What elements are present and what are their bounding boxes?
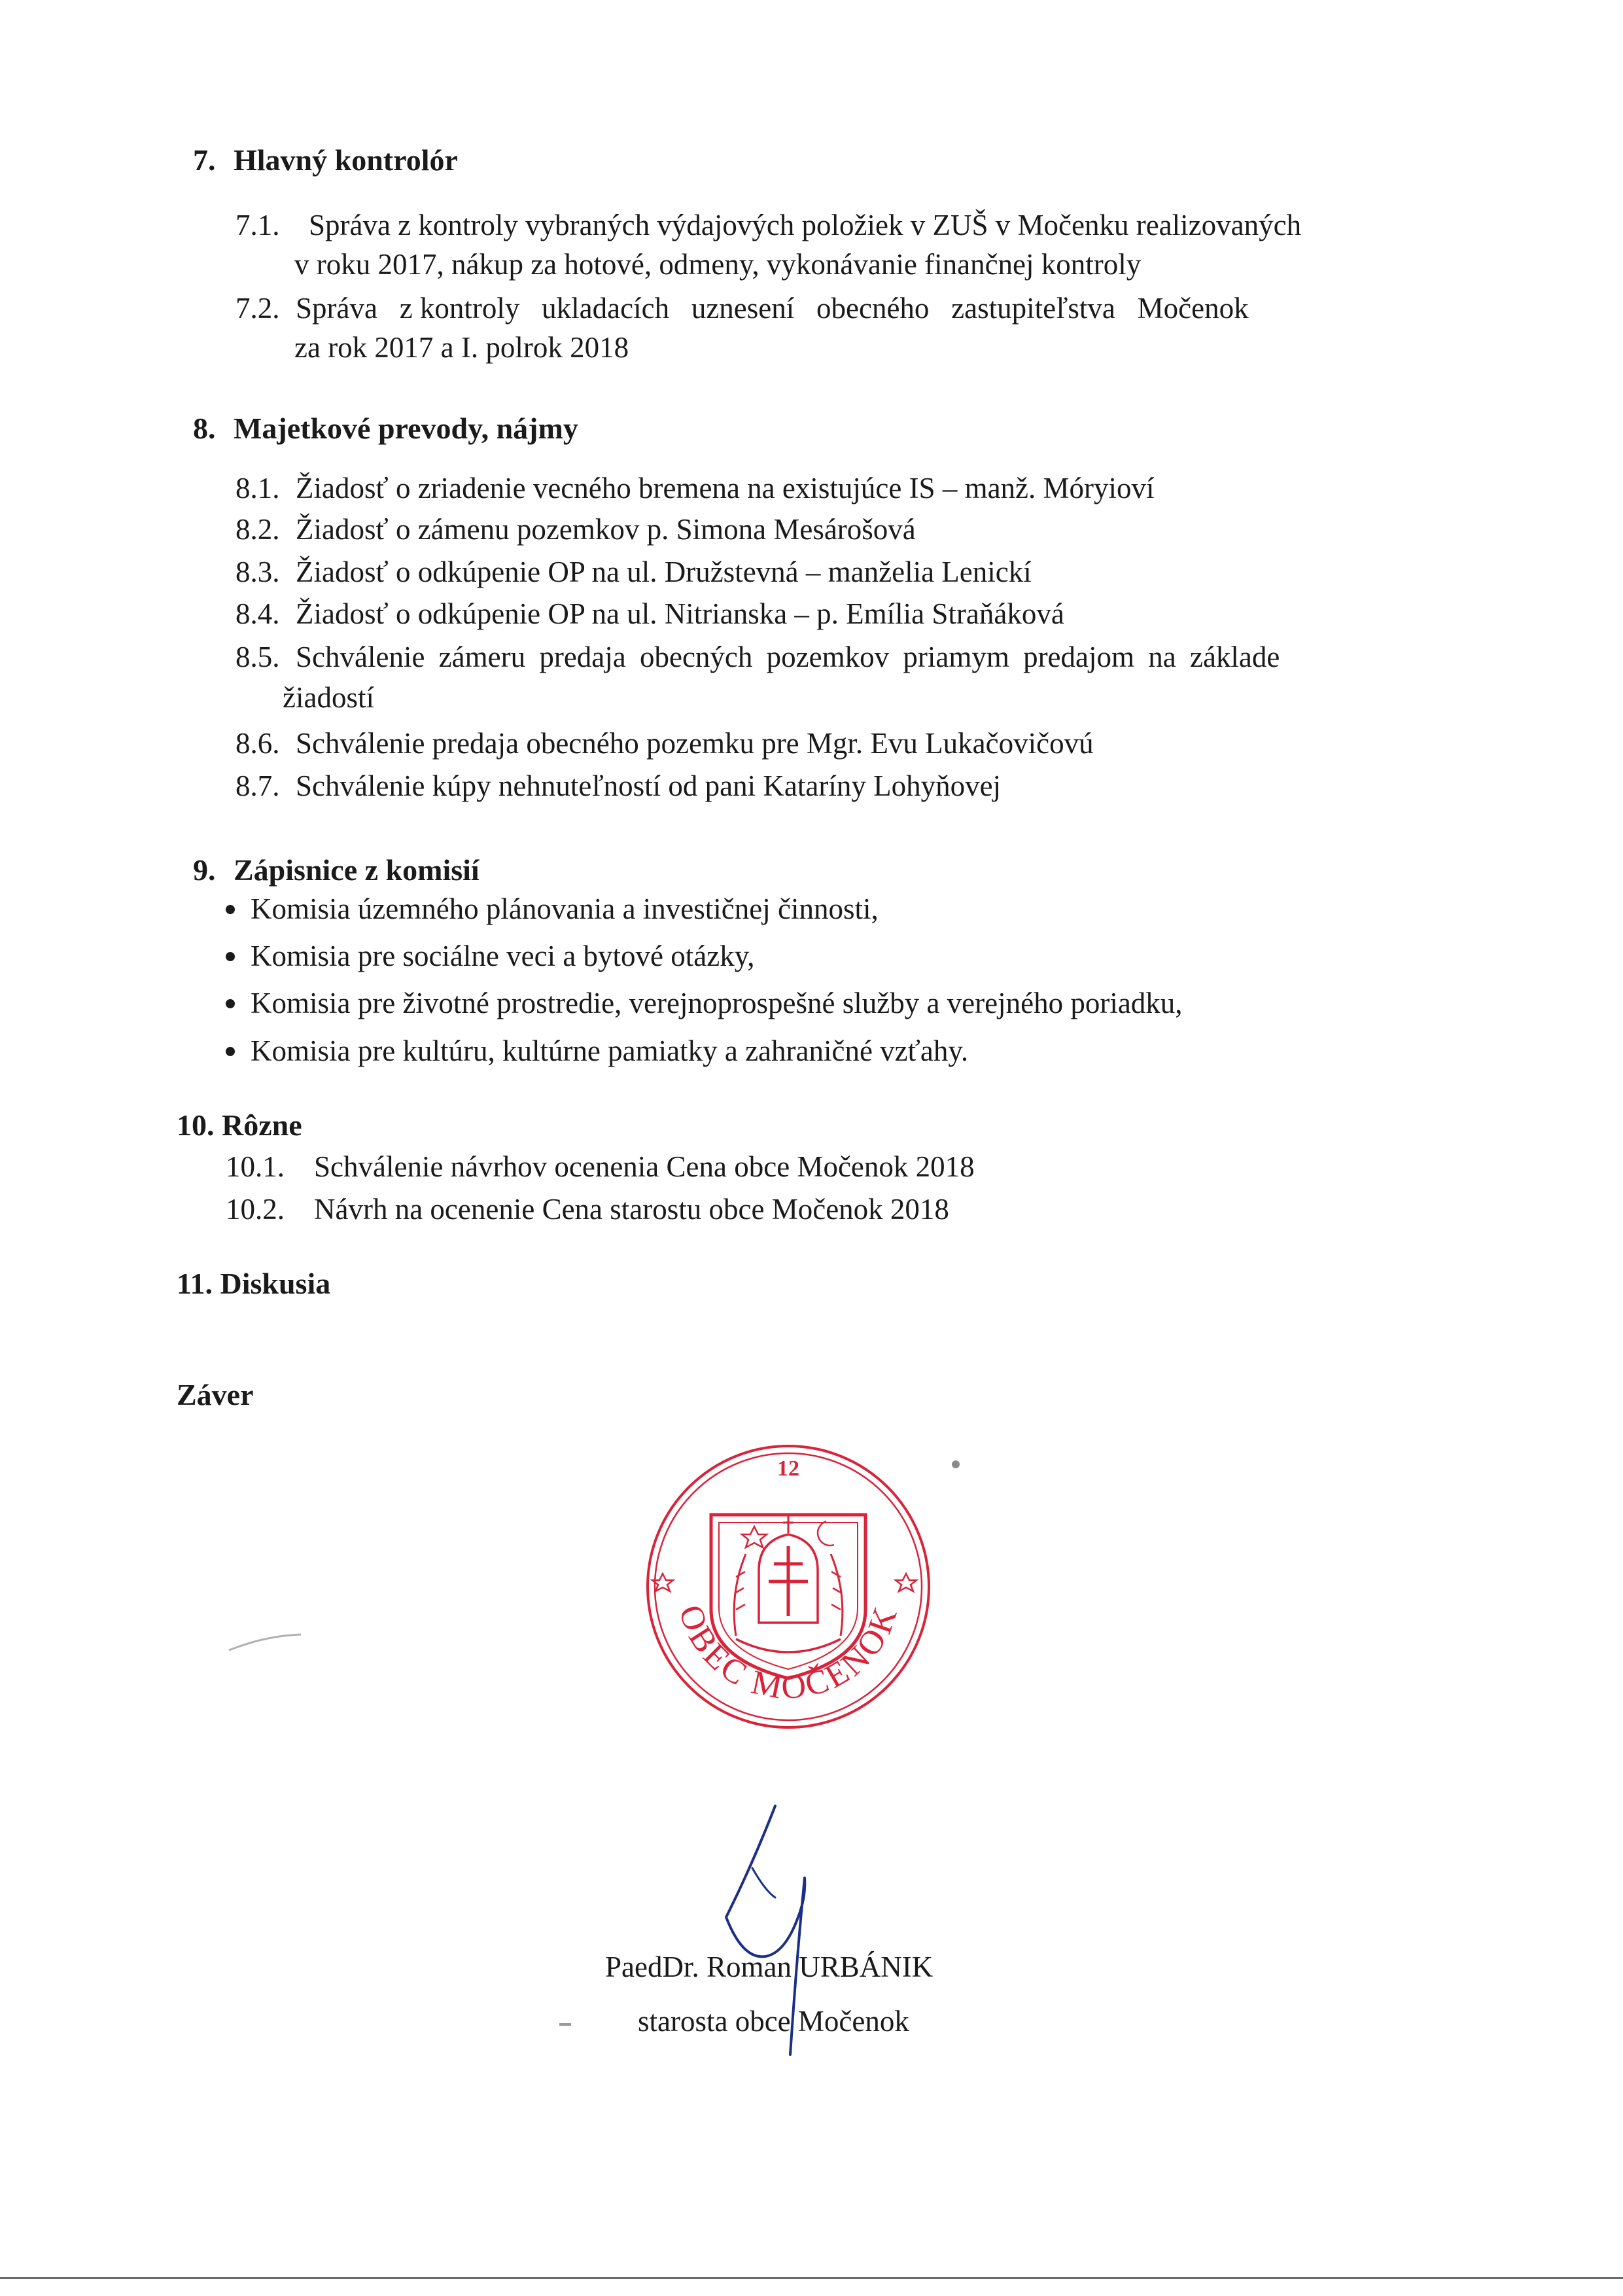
item-8-7: 8.7. Schválenie kúpy nehnuteľností od pani Kataríny Lohyňovej — [236, 769, 1002, 802]
scan-dash — [559, 2023, 571, 2026]
bullet-item: Komisia pre sociálne veci a bytové otázky, — [226, 939, 755, 973]
item-10-1: 10.1. Schválenie návrhov ocenenia Cena obce Močenok 2018 — [226, 1150, 975, 1183]
bullet-dot — [226, 952, 235, 961]
bullet-dot — [226, 1047, 235, 1056]
bullet-item: Komisia územného plánovania a investičnej činnosti, — [226, 892, 879, 926]
signatory-role: starosta obce Močenok — [638, 2005, 909, 2038]
item-7-1-cont: v roku 2017, nákup za hotové, odmeny, vykonávanie finančnej kontroly — [294, 248, 1142, 281]
section-heading-7: 7. Hlavný kontrolór — [193, 143, 458, 177]
item-7-2: 7.2. Správa z kontroly ukladacích uznesení obecného zastupiteľstva Močenok — [236, 292, 1249, 325]
section-heading-10: 10. Rôzne — [177, 1108, 302, 1142]
bullet-dot — [226, 999, 235, 1008]
signatory-name: PaedDr. Roman URBÁNIK — [605, 1951, 934, 1983]
bullet-dot — [226, 905, 235, 914]
scan-bottom-edge — [0, 2277, 1623, 2279]
item-8-2: 8.2. Žiadosť o zámenu pozemkov p. Simona Mesárošová — [236, 513, 916, 546]
closing-heading: Záver — [177, 1378, 254, 1411]
bullet-item: Komisia pre životné prostredie, verejnoprospešné služby a verejného poriadku, — [226, 986, 1183, 1020]
item-7-2-cont: za rok 2017 a I. polrok 2018 — [294, 331, 629, 364]
section-heading-11: 11. Diskusia — [177, 1267, 331, 1300]
stamp-text: OBEC MOČENOK — [671, 1600, 905, 1707]
stamp-number: 12 — [777, 1457, 799, 1481]
scan-dot — [952, 1460, 960, 1468]
item-8-5-cont: žiadostí — [283, 681, 374, 714]
item-8-3: 8.3. Žiadosť o odkúpenie OP na ul. Družstevná – manželia Lenickí — [236, 556, 1032, 588]
official-stamp — [638, 1436, 939, 1737]
scan-mark — [226, 1629, 304, 1655]
item-10-2: 10.2. Návrh na ocenenie Cena starostu obce Močenok 2018 — [226, 1193, 949, 1226]
section-heading-8: 8. Majetkové prevody, nájmy — [193, 412, 578, 445]
bullet-item: Komisia pre kultúru, kultúrne pamiatky a zahraničné vzťahy. — [226, 1034, 968, 1068]
item-7-1: 7.1. Správa z kontroly vybraných výdajových položiek v ZUŠ v Močenku realizovaných — [236, 209, 1302, 241]
item-8-4: 8.4. Žiadosť o odkúpenie OP na ul. Nitrianska – p. Emília Straňáková — [236, 597, 1064, 630]
section-heading-9: 9. Zápisnice z komisií — [193, 853, 480, 887]
item-8-1: 8.1. Žiadosť o zriadenie vecného bremena na existujúce IS – manž. Móryioví — [236, 472, 1155, 504]
item-8-6: 8.6. Schválenie predaja obecného pozemku pre Mgr. Evu Lukačovičovú — [236, 727, 1094, 760]
item-8-5: 8.5. Schválenie zámeru predaja obecných pozemkov priamym predajom na základe — [236, 641, 1280, 673]
